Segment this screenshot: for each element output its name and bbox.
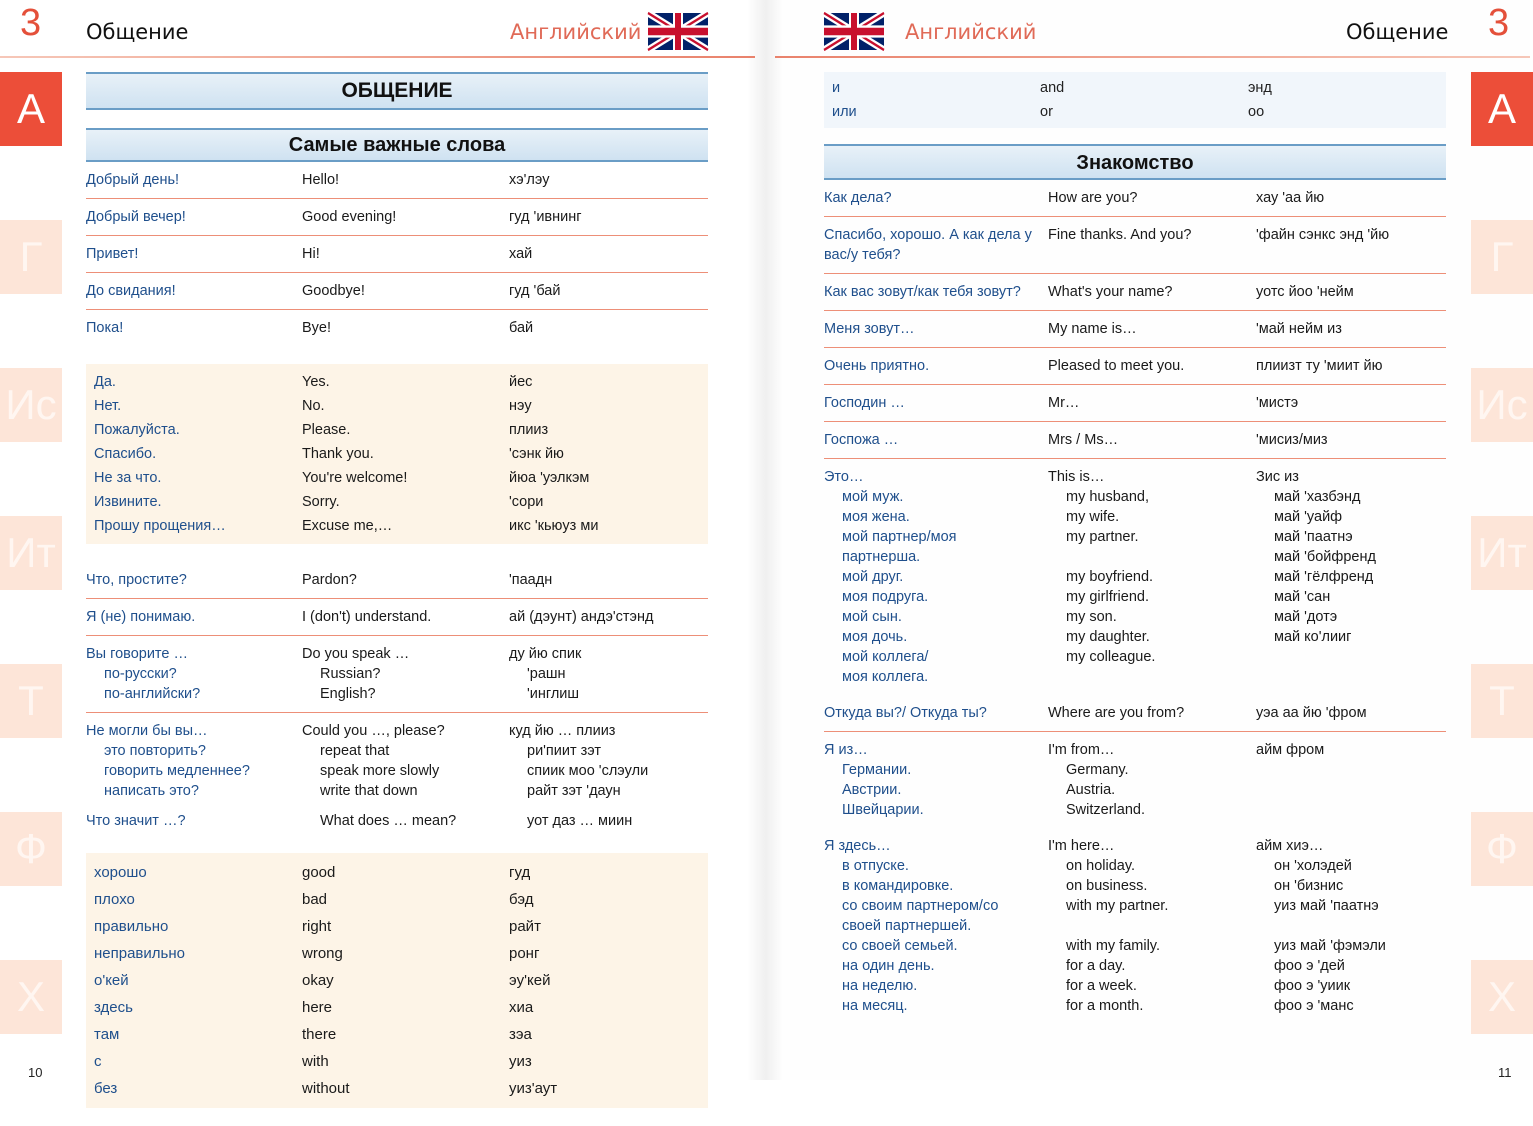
russian-text: хорошо [94, 864, 147, 881]
pronunciation-sub: он 'бизнис [1274, 878, 1344, 894]
header-language: Английский [905, 20, 1037, 44]
english-text [1048, 740, 1256, 820]
word-block [86, 853, 708, 1108]
english-sub: Switzerland. [1066, 802, 1145, 818]
pronunciation-phrase: Зис из [1256, 469, 1299, 485]
english-sub: speak more slowly [320, 763, 440, 779]
phrase-row [86, 599, 708, 636]
thumb-tab-f[interactable]: Ф [1471, 812, 1533, 886]
english-text: Yes. [302, 374, 330, 390]
english-sub: for a week. [1066, 978, 1137, 994]
thumb-index [0, 72, 62, 1072]
pronunciation-text [1256, 467, 1446, 687]
phrase-row [824, 385, 1446, 422]
english-text: okay [302, 972, 334, 989]
english-text [302, 644, 509, 704]
chapter-number: 3 [1488, 2, 1510, 44]
block-row [86, 913, 708, 940]
english-sub: my girlfriend. [1066, 589, 1149, 605]
russian-sub: мой партнер/моя [842, 529, 957, 545]
pronunciation-sub: 'рашн [527, 666, 566, 682]
thumb-tab-h[interactable]: Х [0, 960, 62, 1034]
russian-text: Нет. [94, 398, 122, 414]
russian-sub: мой муж. [842, 489, 904, 505]
header-language: Английский [510, 20, 642, 44]
pronunciation-phrase: ду йю спик [509, 646, 582, 662]
russian-sub: на неделю. [842, 978, 918, 994]
english-phrase: I'm from… [1048, 742, 1115, 758]
header-rule [775, 56, 1530, 58]
thumb-tab-f[interactable]: Ф [0, 812, 62, 886]
english-text: Thank you. [302, 446, 374, 462]
russian-text: Что значит …? [86, 813, 186, 829]
phrase-row [86, 236, 708, 273]
russian-text: правильно [94, 918, 169, 935]
russian-text: и [832, 80, 841, 96]
russian-sub: Австрии. [842, 782, 902, 798]
block-row [86, 394, 708, 418]
phrase-row [824, 422, 1446, 459]
english-text: right [302, 918, 332, 935]
russian-text: плохо [94, 891, 135, 908]
pronunciation-text: нэу [509, 398, 532, 414]
english-text: My name is… [1048, 321, 1137, 337]
russian-sub: в командировке. [842, 878, 954, 894]
russian-text [824, 836, 1048, 1016]
russian-sub: Швейцарии. [842, 802, 924, 818]
pronunciation-text: хау 'аа йю [1256, 190, 1325, 206]
phrase-row [86, 636, 708, 713]
russian-text: там [94, 1026, 120, 1043]
russian-sub: мой друг. [842, 569, 904, 585]
pronunciation-sub: уиз май 'фэмэли [1274, 938, 1386, 954]
phrase-row [86, 310, 708, 346]
pronunciation-sub: фоо э 'уиик [1274, 978, 1351, 994]
english-text: Sorry. [302, 494, 340, 510]
russian-phrase: Я здесь… [824, 838, 891, 854]
pronunciation-text [509, 644, 708, 704]
russian-text: Пожалуйста. [94, 422, 180, 438]
left-page [0, 0, 765, 1097]
russian-sub: на месяц. [842, 998, 908, 1014]
russian-phrase: Вы говорите … [86, 646, 188, 662]
russian-text: Что, простите? [86, 572, 187, 588]
russian-phrase: Я из… [824, 742, 868, 758]
block-row [86, 859, 708, 886]
english-text: and [1040, 80, 1065, 96]
thumb-tab-t[interactable]: Т [0, 664, 62, 738]
pronunciation-sub: ри'пиит зэт [527, 743, 602, 759]
russian-sub: в отпуске. [842, 858, 909, 874]
gutter-shadow [747, 0, 765, 1080]
conjunction-block [824, 72, 1446, 128]
english-text: Pleased to meet you. [1048, 358, 1185, 374]
russian-sub: по-русски? [104, 666, 177, 682]
phrase-list [86, 562, 708, 839]
pronunciation-text: йюа 'уэлкэм [509, 470, 590, 486]
english-text: Good evening! [302, 209, 397, 225]
russian-text: Не за что. [94, 470, 162, 486]
section-title: ОБЩЕНИЕ [86, 72, 708, 110]
english-sub-spacer [1048, 547, 1256, 567]
russian-text: Да. [94, 374, 116, 390]
phrase-row [824, 459, 1446, 695]
pronunciation-text: уотс йоо 'нейм [1256, 284, 1354, 300]
russian-sub: со своей семьей. [842, 938, 958, 954]
russian-text: Привет! [86, 246, 139, 262]
english-text: Mr… [1048, 395, 1080, 411]
pronunciation-text: икс 'кьюуз ми [509, 518, 599, 534]
english-sub: my colleague. [1066, 649, 1156, 665]
phrase-row [824, 311, 1446, 348]
pronunciation-text: ай (дэунт) андэ'стэнд [509, 609, 654, 625]
pronunciation-text: плиизт ту 'миит йю [1256, 358, 1383, 374]
english-text: or [1040, 104, 1053, 120]
russian-text [824, 740, 1048, 820]
english-sub-spacer [1048, 916, 1256, 936]
russian-text: о'кей [94, 972, 129, 989]
english-text: Hi! [302, 246, 320, 262]
pronunciation-text: хиа [509, 999, 534, 1016]
section-title: Знакомство [824, 144, 1446, 180]
thumb-tab-is[interactable]: Ис [1471, 368, 1533, 442]
phrase-block [86, 364, 708, 544]
english-text: Where are you from? [1048, 705, 1185, 721]
thumb-tab-is[interactable]: Ис [0, 368, 62, 442]
pronunciation-text: йес [509, 374, 533, 390]
russian-sub: моя коллега. [842, 669, 929, 685]
phrase-row [824, 732, 1446, 828]
pronunciation-sub: май 'уайф [1274, 509, 1343, 525]
pronunciation-sub: спиик моо 'слэули [527, 763, 649, 779]
phrase-list [824, 180, 1446, 1024]
phrase-row [824, 348, 1446, 385]
block-row [832, 100, 1438, 124]
english-text: You're welcome! [302, 470, 408, 486]
block-row [86, 466, 708, 490]
russian-phrase: Не могли бы вы… [86, 723, 208, 739]
english-text: Excuse me,… [302, 518, 393, 534]
english-sub: Russian? [320, 666, 381, 682]
block-row [86, 418, 708, 442]
russian-sub: это повторить? [104, 743, 206, 759]
pronunciation-text [509, 721, 708, 801]
russian-sub: по-английски? [104, 686, 201, 702]
english-text: Goodbye! [302, 283, 365, 299]
english-text: Bye! [302, 320, 332, 336]
pronunciation-text: райт [509, 918, 541, 935]
block-row [86, 994, 708, 1021]
english-text: How are you? [1048, 190, 1138, 206]
block-row [86, 442, 708, 466]
page-number: 10 [28, 1065, 43, 1080]
block-row [86, 940, 708, 967]
pronunciation-text: 'сэнк йю [509, 446, 564, 462]
english-sub: for a month. [1066, 998, 1144, 1014]
russian-sub: говорить медленнее? [104, 763, 250, 779]
block-row [86, 886, 708, 913]
russian-sub: написать это? [104, 783, 199, 799]
pronunciation-text: хэ'лэу [509, 172, 550, 188]
pronunciation-sub: фоо э 'манс [1274, 998, 1354, 1014]
chapter-number: 3 [20, 2, 42, 44]
uk-flag-icon [824, 13, 884, 50]
phrase-list [86, 162, 708, 346]
phrase-row [86, 809, 708, 839]
russian-text: Господин … [824, 395, 905, 411]
english-text: Hello! [302, 172, 340, 188]
russian-sub: на один день. [842, 958, 935, 974]
russian-text: До свидания! [86, 283, 176, 299]
pronunciation-text: уиз [509, 1053, 532, 1070]
russian-text: или [832, 104, 857, 120]
russian-sub: моя подруга. [842, 589, 929, 605]
pronunciation-sub: 'инглиш [527, 686, 580, 702]
phrase-row [86, 162, 708, 199]
russian-text: без [94, 1080, 118, 1097]
russian-sub: мой сын. [842, 609, 902, 625]
pronunciation-sub: май 'паатнэ [1274, 529, 1353, 545]
russian-text: здесь [94, 999, 133, 1016]
pronunciation-text: хай [509, 246, 533, 262]
gutter-shadow [765, 0, 783, 1080]
block-row [86, 1075, 708, 1102]
russian-text [824, 467, 1048, 687]
pronunciation-text: гуд 'бай [509, 283, 561, 299]
pronunciation-text: 'май нейм из [1256, 321, 1342, 337]
pronunciation-phrase: айм хиэ… [1256, 838, 1324, 854]
thumb-tab-it[interactable]: Ит [0, 516, 62, 590]
english-sub: write that down [320, 783, 418, 799]
thumb-tab-t[interactable]: Т [1471, 664, 1533, 738]
block-row [86, 1021, 708, 1048]
pronunciation-sub: он 'холэдей [1274, 858, 1352, 874]
phrase-row [86, 562, 708, 599]
russian-text: Спасибо, хорошо. А как дела у вас/у тебя? [824, 227, 1032, 263]
english-sub: my partner. [1066, 529, 1139, 545]
pronunciation-text: ронг [509, 945, 540, 962]
russian-sub: моя жена. [842, 509, 910, 525]
pronunciation-phrase: куд йю … плииз [509, 723, 616, 739]
english-sub: repeat that [320, 743, 390, 759]
english-sub: my daughter. [1066, 629, 1150, 645]
subsection-title: Самые важные слова [86, 128, 708, 162]
phrase-row [86, 713, 708, 809]
russian-text: Очень приятно. [824, 358, 930, 374]
pronunciation-text: бэд [509, 891, 534, 908]
pronunciation-text: гуд 'ивнинг [509, 209, 582, 225]
pronunciation-sub: май ко'лииг [1274, 629, 1352, 645]
english-sub: with my partner. [1066, 898, 1169, 914]
english-sub: Austria. [1066, 782, 1116, 798]
english-sub: my wife. [1066, 509, 1120, 525]
english-text [1048, 467, 1256, 687]
thumb-tab-g[interactable]: Г [1471, 220, 1533, 294]
english-text: Pardon? [302, 572, 357, 588]
english-text: without [302, 1080, 350, 1097]
russian-text: Спасибо. [94, 446, 157, 462]
pronunciation-sub: май 'хазбэнд [1274, 489, 1361, 505]
english-sub: my boyfriend. [1066, 569, 1154, 585]
english-text: Mrs / Ms… [1048, 432, 1119, 448]
pronunciation-text: 'паадн [509, 572, 553, 588]
phrase-row [824, 695, 1446, 732]
pronunciation-sub: май 'дотэ [1274, 609, 1338, 625]
english-text [1048, 836, 1256, 1016]
pronunciation-sub-spacer [1256, 916, 1446, 936]
english-sub: my son. [1066, 609, 1117, 625]
pronunciation-text: эу'кей [509, 972, 551, 989]
russian-sub: моя дочь. [842, 629, 908, 645]
english-phrase: Do you speak … [302, 646, 410, 662]
block-row [86, 1048, 708, 1075]
phrase-row [824, 217, 1446, 274]
thumb-index [1471, 72, 1533, 1072]
header-title: Общение [86, 20, 189, 44]
thumb-tab-it[interactable]: Ит [1471, 516, 1533, 590]
pronunciation-text: бай [509, 320, 534, 336]
header-title: Общение [1346, 20, 1449, 44]
russian-text: Как дела? [824, 190, 892, 206]
russian-sub: партнерша. [842, 549, 921, 565]
phrase-row [824, 180, 1446, 217]
english-text: with [302, 1053, 329, 1070]
block-row [86, 967, 708, 994]
russian-text: Извините. [94, 494, 162, 510]
thumb-tab-a[interactable]: А [0, 72, 62, 146]
thumb-tab-g[interactable]: Г [0, 220, 62, 294]
english-phrase: I'm here… [1048, 838, 1115, 854]
uk-flag-icon [648, 13, 708, 50]
pronunciation-sub: райт зэт 'даун [527, 783, 621, 799]
english-sub: with my family. [1066, 938, 1160, 954]
russian-sub: со своим партнером/со [842, 898, 999, 914]
russian-phrase: Это… [824, 469, 864, 485]
russian-text: Я (не) понимаю. [86, 609, 196, 625]
block-row [86, 370, 708, 394]
russian-text: Добрый вечер! [86, 209, 186, 225]
russian-text: с [94, 1053, 102, 1070]
russian-text: Как вас зовут/как тебя зовут? [824, 284, 1021, 300]
english-text: Fine thanks. And you? [1048, 227, 1192, 243]
english-text: bad [302, 891, 328, 908]
russian-sub: мой коллега/ [842, 649, 929, 665]
russian-text: Пока! [86, 320, 124, 336]
right-content [824, 72, 1446, 1024]
english-text: What's your name? [1048, 284, 1173, 300]
english-text: wrong [302, 945, 343, 962]
english-sub: my husband, [1066, 489, 1150, 505]
pronunciation-sub: май 'гёлфренд [1274, 569, 1374, 585]
phrase-row [86, 199, 708, 236]
pronunciation-sub: фоо э 'дей [1274, 958, 1345, 974]
english-text: No. [302, 398, 325, 414]
english-text: there [302, 1026, 337, 1043]
block-row [86, 514, 708, 538]
pronunciation-text [1256, 836, 1446, 1016]
pronunciation-text: гуд [509, 864, 531, 881]
english-sub: on holiday. [1066, 858, 1136, 874]
pronunciation-text: уиз'аут [509, 1080, 558, 1097]
english-sub: on business. [1066, 878, 1148, 894]
pronunciation-text: 'мисиз/миз [1256, 432, 1328, 448]
pronunciation-text: оо [1248, 104, 1265, 120]
english-text: What does … mean? [320, 813, 457, 829]
english-sub: Germany. [1066, 762, 1129, 778]
pronunciation-sub: май 'сан [1274, 589, 1331, 605]
phrase-row [824, 828, 1446, 1024]
pronunciation-text: 'мистэ [1256, 395, 1299, 411]
left-content [86, 72, 708, 1126]
russian-text: Прошу прощения… [94, 518, 226, 534]
english-sub: English? [320, 686, 376, 702]
russian-text: Добрый день! [86, 172, 180, 188]
russian-sub: своей партнершей. [842, 918, 972, 934]
english-text: good [302, 864, 336, 881]
english-text [302, 721, 509, 801]
english-text: I (don't) understand. [302, 609, 432, 625]
russian-text: Меня зовут… [824, 321, 915, 337]
phrase-row [86, 273, 708, 310]
phrase-row [824, 274, 1446, 311]
block-row [832, 76, 1438, 100]
english-phrase: This is… [1048, 469, 1105, 485]
russian-sub: Германии. [842, 762, 912, 778]
russian-text: Госпожа … [824, 432, 899, 448]
russian-text: неправильно [94, 945, 185, 962]
pronunciation-text: плииз [509, 422, 549, 438]
thumb-tab-a[interactable]: А [1471, 72, 1533, 146]
russian-text: Откуда вы?/ Откуда ты? [824, 705, 987, 721]
page-number: 11 [1498, 1065, 1512, 1080]
pronunciation-text: 'файн сэнкс энд 'йю [1256, 227, 1390, 243]
right-page [765, 0, 1530, 1080]
pronunciation-text: 'сори [509, 494, 544, 510]
pronunciation-text: энд [1248, 80, 1272, 96]
english-sub: for a day. [1066, 958, 1126, 974]
pronunciation-text: уот даз … миин [527, 813, 633, 829]
russian-text [86, 644, 302, 704]
pronunciation-sub: май 'бойфренд [1274, 549, 1376, 565]
pronunciation-text: айм фром [1256, 742, 1325, 758]
russian-text [86, 721, 302, 801]
pronunciation-sub: уиз май 'паатнэ [1274, 898, 1379, 914]
pronunciation-text: уэа аа йю 'фром [1256, 705, 1367, 721]
header-rule [0, 56, 755, 58]
english-text: Please. [302, 422, 351, 438]
english-text: here [302, 999, 333, 1016]
pronunciation-text: зэа [509, 1026, 532, 1043]
english-phrase: Could you …, please? [302, 723, 445, 739]
thumb-tab-h[interactable]: Х [1471, 960, 1533, 1034]
block-row [86, 490, 708, 514]
